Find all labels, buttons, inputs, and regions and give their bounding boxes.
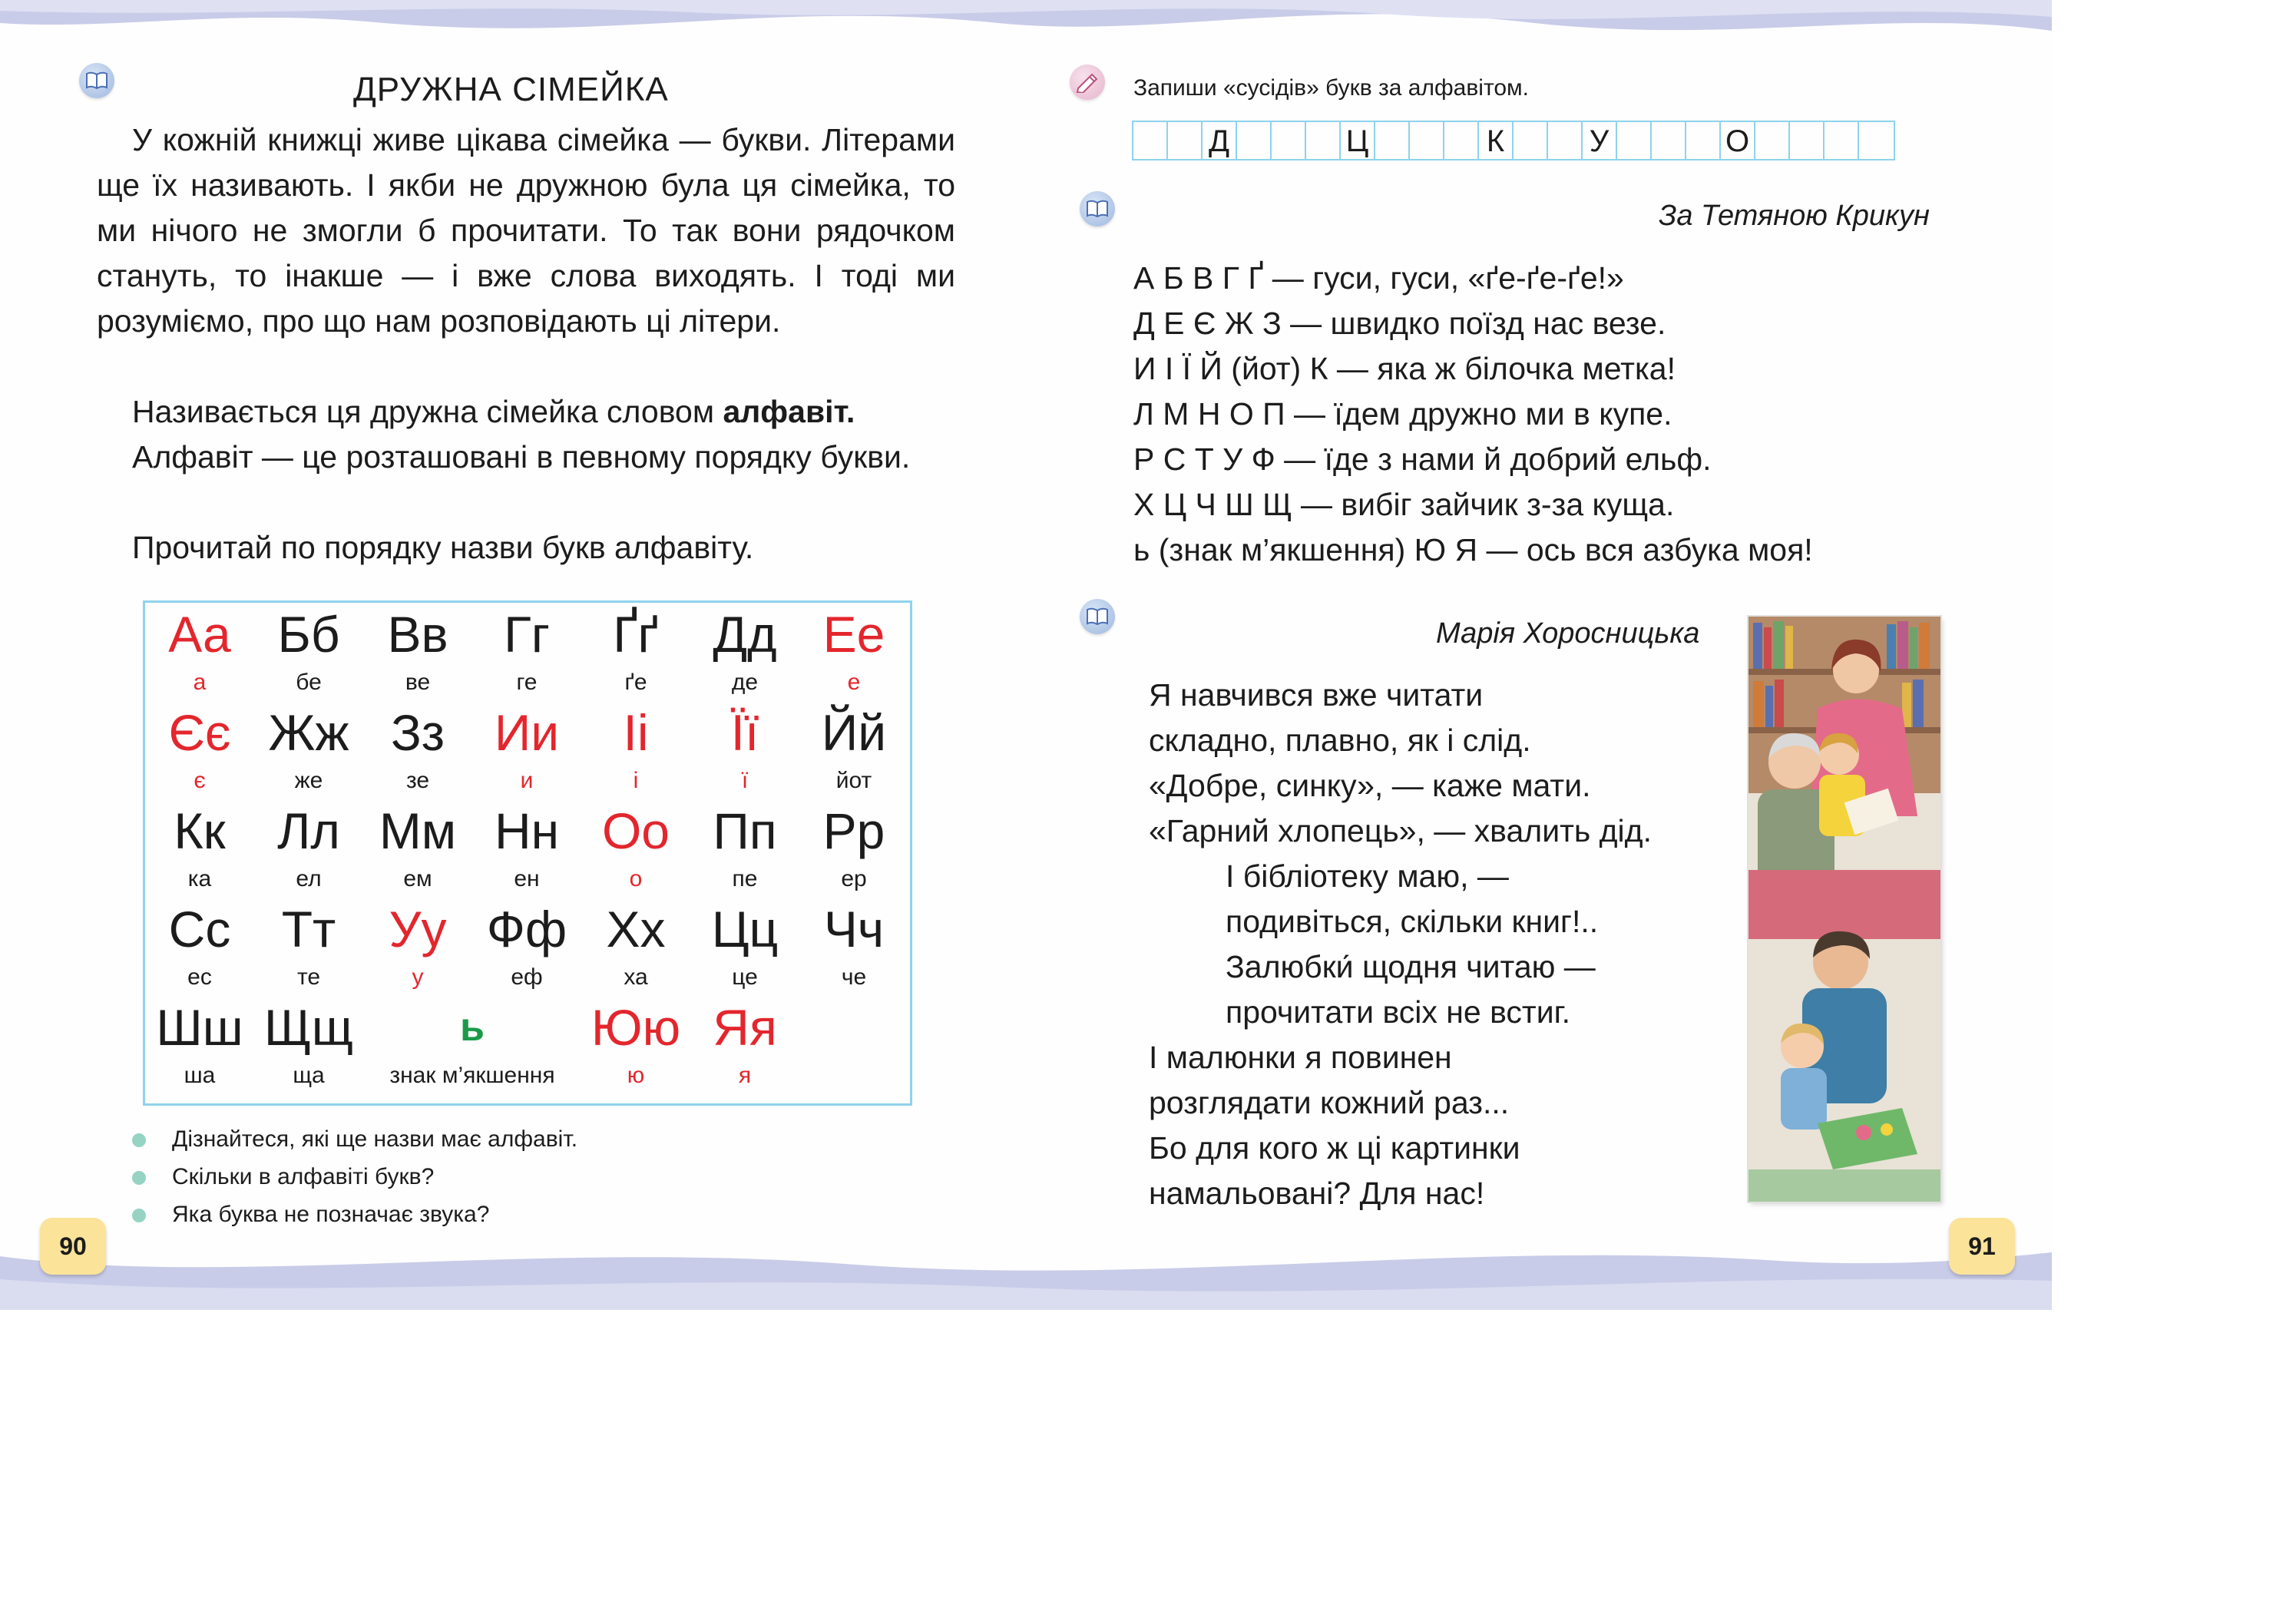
alphabet-cell: Рр ер [822,802,885,891]
poem-line: Залюбки́ щодня читаю — [1226,949,1596,984]
alphabet-cell: Тт те [281,901,336,990]
poem-line: И І Ї Й (йот) К — яка ж білочка метка! [1133,351,1676,386]
pencil-icon [1070,64,1105,100]
textbook-spread: ДРУЖНА СІМЕЙКА У кожній книжці живе цікава сімейка — букви. Літерами ще їх називають. І якби не дружною була ця сімейка, то ми нічого не змогли б прочитати. То так вони рядочком стануть, то інакше — і вже слова виходять. І тоді ми розуміємо, про що нам розповідають ці літери. Називається ця дружна сімейка словом алфавіт. Алфавіт — це розташовані в певному порядку букви. Прочитай по порядку назви букв алфавіту. Аа а Бб бе Вв ве Гг ге Ґґ ґе Дд де Ее е Єє є Жж же Зз зе Ии и Іі і Її ї Йй йот Кк ка Лл ел Мм ем Нн ен Оо о Пп пе Рр ер Сс ес Тт те Уу у Фф еф Хх ха Цц це Чч че Шш ша Щщ ща ь знак м’якшення Юю ю Яя я Дізнайтеся, які ще назви має алфавіт. Скільки в алфавіті букв? Яка буква не позначає звука? 90 Запиши «сусідів» букв за алфавітом. Д Ц К У О За Тетяною Крикун А Б В Г Ґ — гуси, гуси, «ґе-ґе-ґе!» Д Е Є Ж З — швидко поїзд нас везе. И І Ї Й (йот) К — яка ж білочка метка! Л М Н О П — їдем дружно ми в купе. Р С Т У Ф — їде з нами й добрий ельф. Х Ц Ч Ш Щ — вибіг зайчик з-за куща. ь (знак м’якшення) Ю Я — ось вся азбука моя! Марія Хоросницька Я навчився вже читати складно, плавно, як і слід. «Добре, синку», — каже мати. «Гарний хлопець», — хвалить дід. І бібліотеку маю, — подивіться, скільки книг!.. Залюбки́ щодня читаю — прочитати всіх не встиг. І малюнки я повинен розглядати кожний раз... Бо для кого ж ці картинки намальовані? Для нас! 91 [0,0,2052,1310]
grid-cell-given: Ц [1341,122,1375,159]
alphabet-table [143,600,912,1106]
grid-cell-given: У [1583,122,1617,159]
poem-line: І малюнки я повинен [1149,1040,1452,1075]
alphabet-cell: Оо о [601,802,670,891]
alphabet-cell: Вв ве [387,606,448,695]
alphabet-cell: Цц це [711,901,779,990]
alphabet-term: алфавіт. [723,394,855,429]
alphabet-cell: Ии и [494,704,560,793]
grid-cell-input[interactable] [1617,122,1652,159]
poem-line: Я навчився вже читати [1149,677,1484,713]
intro-paragraph: У кожній книжці живе цікава сімейка — букви. Літерами ще їх називають. І якби не дружною була ця сімейка, то ми нічого не змогли б прочитати. То так вони рядочком стануть, то інакше — і вже слова виходять. І тоді ми розуміємо, про що нам розповідають ці літери. [97,122,955,339]
alphabet-cell: Її ї [730,704,759,793]
soft-sign-cell: ь знак м’якшення [389,1005,555,1088]
alphabet-cell: Уу у [389,901,447,990]
top-wave-band [0,0,2052,46]
alphabet-cell: Зз зе [390,704,445,793]
grid-cell-input[interactable] [1652,122,1686,159]
grid-cell-input[interactable] [1755,122,1790,159]
alphabet-cell: Мм ем [379,802,457,891]
alphabet-cell: Йй йот [821,704,887,793]
alphabet-cell: Нн ен [494,802,560,891]
bullet-dot [132,1133,146,1147]
alphabet-explanation-paragraph: Алфавіт — це розташовані в певному порядку букви. [132,439,911,475]
alphabet-cell: Єє є [168,704,231,793]
alphabet-cell: Фф еф [486,901,567,990]
grid-cell-given: О [1721,122,1755,159]
page-number-left: 90 [40,1218,106,1275]
alphabet-cell: Іі і [623,704,649,793]
poem2-author: Марія Хоросницька [1436,617,1700,650]
poem-line: прочитати всіх не встиг. [1226,994,1570,1030]
alphabet-cell: Лл ел [277,802,340,891]
alphabet-cell: Хх ха [606,901,666,990]
family-reading-illustration [1748,617,1940,1202]
grid-cell-input[interactable] [1825,122,1859,159]
alphabet-cell: Аа а [168,606,231,695]
alphabet-cell: Шш ша [156,999,243,1088]
alphabet-cell: Дд де [713,606,777,695]
poem-line: розглядати кожний раз... [1149,1085,1510,1120]
grid-cell-input[interactable] [1375,122,1410,159]
reader-icon [79,63,114,98]
poem-line: «Добре, синку», — каже мати. [1149,768,1591,803]
poem-line: ь (знак м’якшення) Ю Я — ось вся азбука моя! [1133,532,1813,567]
grid-cell-input[interactable] [1548,122,1583,159]
poem-line: Р С Т У Ф — їде з нами й добрий ельф. [1133,442,1712,477]
page-number-right: 91 [1949,1218,2015,1275]
alphabet-cell: Жж же [268,704,349,793]
grid-cell-input[interactable] [1133,122,1168,159]
page-title: ДРУЖНА СІМЕЙКА [353,71,669,108]
poem-line: подивіться, скільки книг!.. [1226,904,1599,939]
reader-icon [1080,599,1115,634]
reading-instruction: Прочитай по порядку назви букв алфавіту. [132,530,754,565]
poem-line: «Гарний хлопець», — хвалить дід. [1149,813,1652,848]
grid-cell-input[interactable] [1306,122,1341,159]
poem-line: намальовані? Для нас! [1149,1176,1485,1211]
bottom-wave-band [0,1225,2052,1310]
grid-cell-given: Д [1203,122,1237,159]
bullet-dot [132,1171,146,1185]
grid-cell-input[interactable] [1168,122,1203,159]
grid-cell-input[interactable] [1790,122,1825,159]
alphabet-cell: Бб бе [277,606,340,695]
grid-cell-input[interactable] [1237,122,1272,159]
grid-cell-input[interactable] [1410,122,1444,159]
poem-line: Д Е Є Ж З — швидко поїзд нас везе. [1133,306,1666,341]
grid-cell-input[interactable] [1859,122,1894,159]
task-instruction: Запиши «сусідів» букв за алфавітом. [1133,75,1530,101]
grid-cell-input[interactable] [1514,122,1548,159]
poem-line: складно, плавно, як і слід. [1149,723,1531,758]
poem-line: Бо для кого ж ці картинки [1149,1130,1520,1166]
neighbor-letter-grid [1132,121,1895,160]
bullet-dot [132,1209,146,1222]
alphabet-cell: Ґґ ґе [613,606,659,695]
alphabet-cell: Чч че [823,901,885,990]
alphabet-cell: Пп пе [713,802,777,891]
poem1-author: За Тетяною Крикун [1659,200,1930,232]
grid-cell-given: К [1479,122,1514,159]
reader-icon [1080,191,1115,227]
grid-cell-input[interactable] [1686,122,1721,159]
poem-line: І бібліотеку маю, — [1226,858,1509,894]
alphabet-cell: Сс ес [168,901,231,990]
alphabet-cell: Кк ка [174,802,226,891]
alphabet-definition-paragraph: Називається ця дружна сімейка словом алфавіт. [132,394,855,429]
poem2-verse [1149,673,1652,1216]
alphabet-cell: Щщ ща [263,999,354,1088]
alphabet-cell: Яя я [713,999,777,1088]
alphabet-cell: Юю ю [591,999,681,1088]
poem1-verse [1133,256,1813,573]
poem-line: А Б В Г Ґ — гуси, гуси, «ґе-ґе-ґе!» [1133,260,1624,296]
poem-line: Х Ц Ч Ш Щ — вибіг зайчик з-за куща. [1133,487,1675,522]
alphabet-cell: Ее е [822,606,885,695]
grid-cell-input[interactable] [1272,122,1306,159]
poem-line: Л М Н О П — їдем дружно ми в купе. [1133,396,1672,432]
alphabet-cell: Гг ге [504,606,550,695]
grid-cell-input[interactable] [1444,122,1479,159]
